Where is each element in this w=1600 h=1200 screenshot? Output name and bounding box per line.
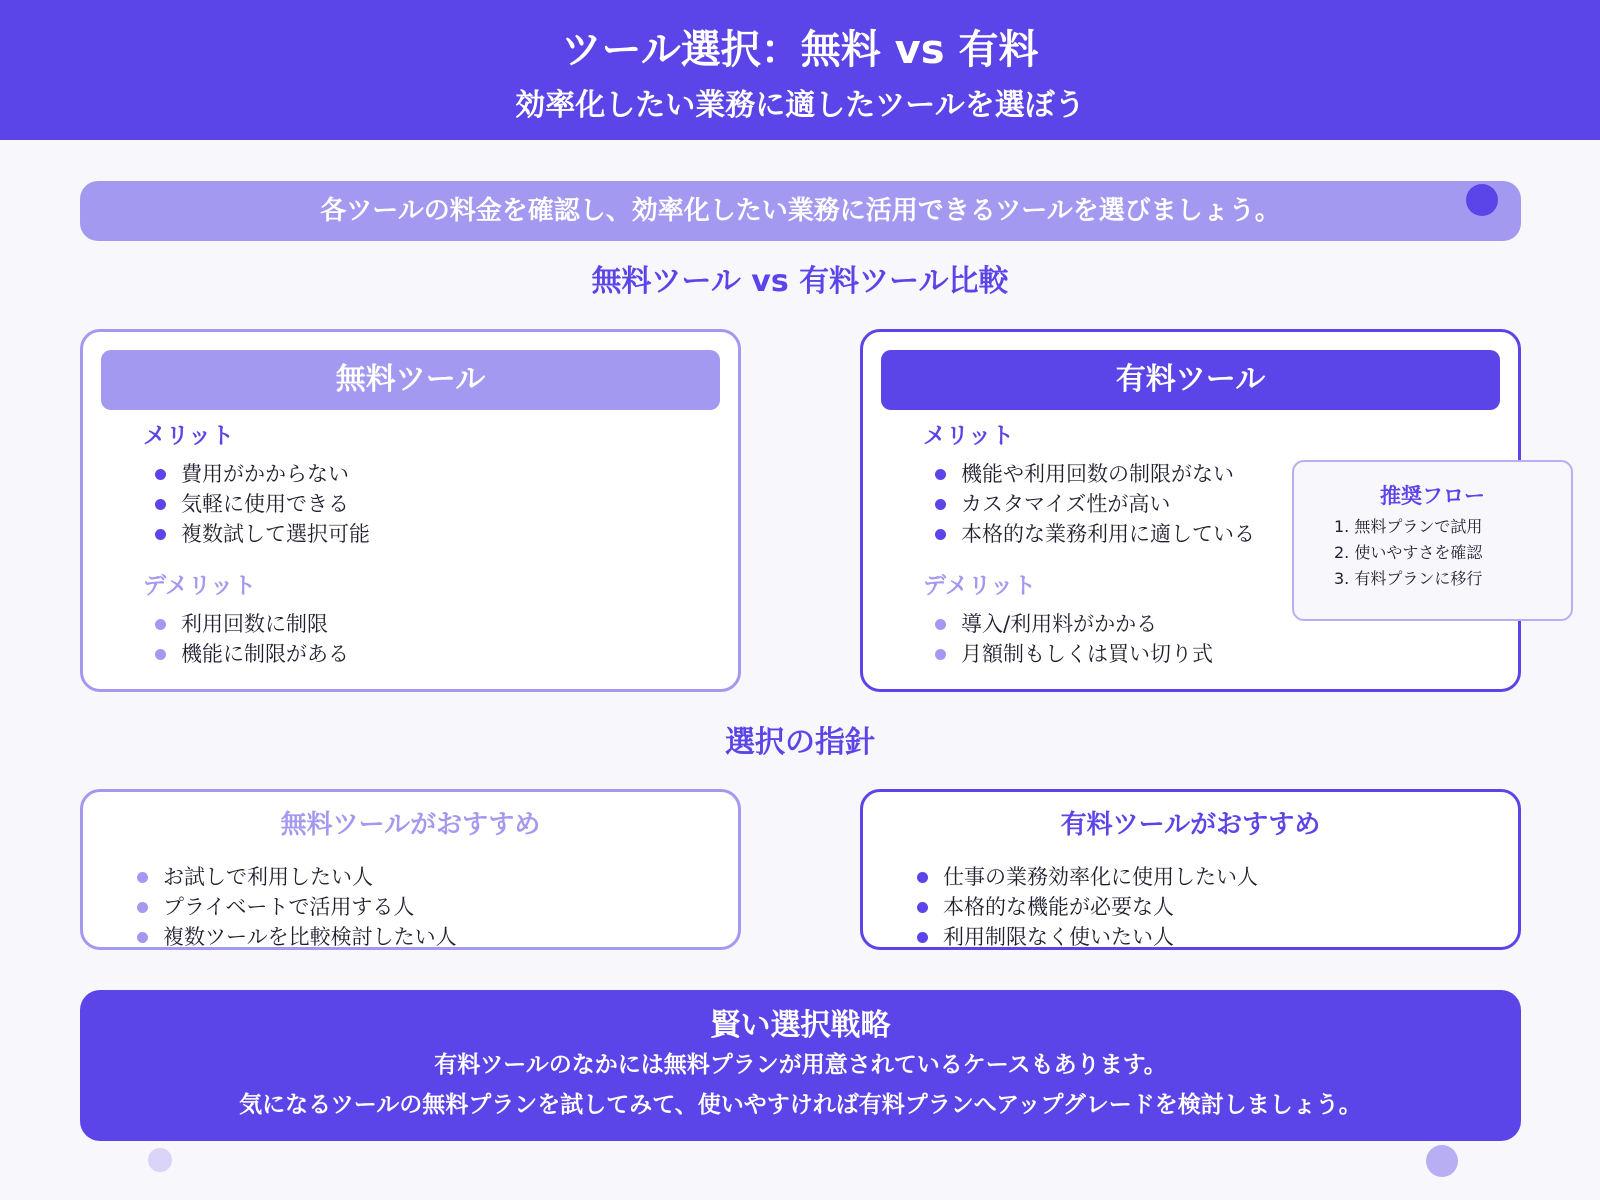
free-recommend-list [135,862,457,952]
strategy-banner [80,990,1521,1141]
list-item: 利用回数に制限 [153,609,349,639]
bullet-dot [137,932,148,943]
list-item: 複数試して選択可能 [153,519,370,549]
free-recommend-title: 無料ツールがおすすめ [280,810,541,840]
bullet-dot [917,902,928,913]
list-item: プライベートで活用する人 [135,892,457,922]
decorative-dot [1466,184,1498,216]
page-title: ツール選択：無料 vs 有料 [561,27,1039,73]
paid-demerit-list [933,609,1213,669]
list-item: 利用制限なく使いたい人 [915,922,1258,952]
free-tool-title: 無料ツール [101,350,720,410]
paid-recommend-list [915,862,1258,952]
bullet-dot [935,649,946,660]
bullet-dot [917,872,928,883]
header-banner [0,0,1600,140]
free-merit-label: メリット [143,423,235,449]
bullet-dot [155,619,166,630]
flow-step: 1. 無料プランで試用 [1334,517,1483,536]
paid-recommend-card [860,789,1521,950]
list-item: 本格的な業務利用に適している [933,519,1255,549]
paid-tool-title: 有料ツール [881,350,1500,410]
list-item: 機能に制限がある [153,639,349,669]
bullet-dot [155,469,166,480]
list-item: カスタマイズ性が高い [933,489,1255,519]
list-item: 複数ツールを比較検討したい人 [135,922,457,952]
free-merit-list [153,459,370,549]
recommended-flow-box [1292,460,1573,621]
flow-step: 2. 使いやすさを確認 [1334,543,1483,562]
bullet-dot [137,872,148,883]
paid-demerit-label: デメリット [923,573,1037,599]
strategy-title: 賢い選択戦略 [710,1008,891,1043]
list-item: 仕事の業務効率化に使用したい人 [915,862,1258,892]
paid-recommend-title: 有料ツールがおすすめ [1060,810,1321,840]
page-subtitle: 効率化したい業務に適したツールを選ぼう [515,88,1085,123]
decorative-dot [1426,1145,1458,1177]
free-demerit-label: デメリット [143,573,257,599]
free-recommend-card [80,789,741,950]
list-item: お試しで利用したい人 [135,862,457,892]
bullet-dot [935,529,946,540]
bullet-dot [935,499,946,510]
list-item: 気軽に使用できる [153,489,370,519]
paid-merit-list [933,459,1255,549]
strategy-line: 気になるツールの無料プランを試してみて、使いやすければ有料プランへアップグレードを検討しましょう。 [239,1092,1362,1118]
flow-steps [1334,514,1482,592]
intro-banner: 各ツールの料金を確認し、効率化したい業務に活用できるツールを選びましょう。 [80,181,1521,241]
free-tool-card [80,329,741,692]
decorative-dot [148,1148,172,1172]
bullet-dot [137,902,148,913]
flow-title: 推奨フロー [1380,484,1485,508]
guideline-title: 選択の指針 [725,725,875,760]
bullet-dot [935,469,946,480]
strategy-line: 有料ツールのなかには無料プランが用意されているケースもあります。 [434,1052,1167,1078]
comparison-title: 無料ツール vs 有料ツール比較 [591,264,1009,299]
flow-step: 3. 有料プランに移行 [1334,569,1483,588]
paid-merit-label: メリット [923,423,1015,449]
bullet-dot [155,649,166,660]
bullet-dot [155,499,166,510]
list-item: 導入/利用料がかかる [933,609,1213,639]
bullet-dot [155,529,166,540]
free-demerit-list [153,609,349,669]
list-item: 機能や利用回数の制限がない [933,459,1255,489]
bullet-dot [935,619,946,630]
list-item: 本格的な機能が必要な人 [915,892,1258,922]
bullet-dot [917,932,928,943]
list-item: 月額制もしくは買い切り式 [933,639,1213,669]
list-item: 費用がかからない [153,459,370,489]
